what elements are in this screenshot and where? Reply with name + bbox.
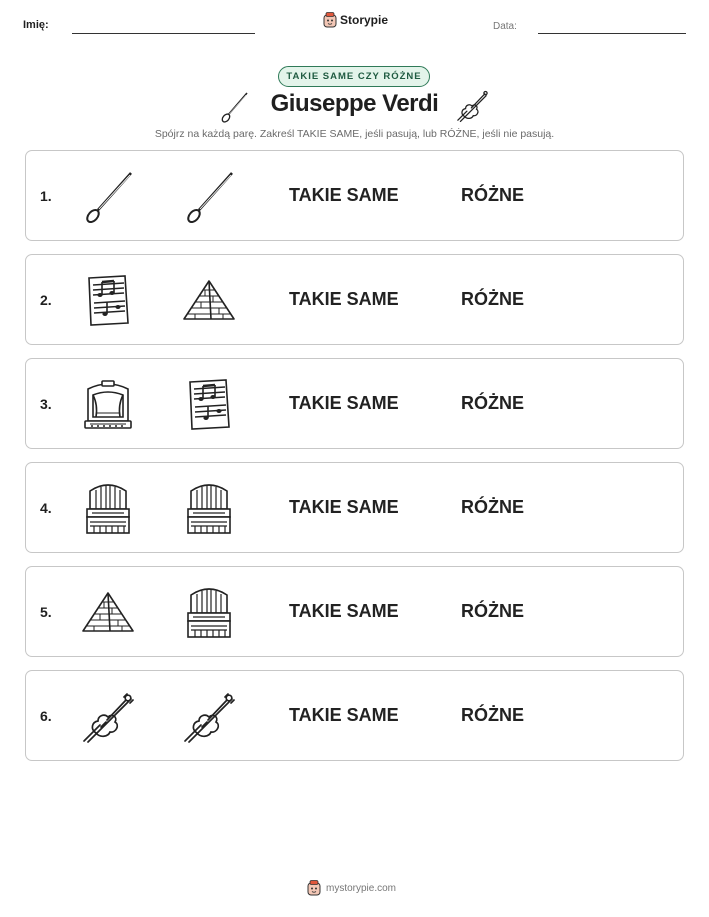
pipe-organ-icon [181,481,237,537]
question-row [25,358,684,449]
violin-icon [80,689,136,745]
violin-icon [454,88,490,124]
row-number: 1. [40,188,52,204]
brand-logo [323,12,388,28]
option-same[interactable]: TAKIE SAME [289,289,399,309]
row-number: 4. [40,500,52,516]
worksheet-type-badge: TAKIE SAME CZY RÓŻNE [278,66,430,87]
option-different[interactable]: RÓŻNE [461,705,524,725]
name-label: Imię: [23,19,49,31]
pyramid-icon [181,273,237,329]
brand-name: Storypie [340,13,389,27]
option-different[interactable]: RÓŻNE [461,497,524,517]
baton-icon [181,169,237,225]
question-row [25,566,684,657]
pipe-organ-icon [80,481,136,537]
sheet-music-icon [181,377,237,433]
option-same[interactable]: TAKIE SAME [289,601,399,621]
pyramid-icon [80,585,136,641]
violin-icon [181,689,237,745]
page-title: Giuseppe Verdi [270,90,439,117]
option-same[interactable]: TAKIE SAME [289,185,399,205]
baton-icon [80,169,136,225]
pipe-organ-icon [181,585,237,641]
worksheet-header [0,0,709,50]
storypie-mascot-icon [323,12,337,28]
option-different[interactable]: RÓŻNE [461,393,524,413]
question-row [25,670,684,761]
question-row [25,254,684,345]
sheet-music-icon [80,273,136,329]
row-number: 6. [40,708,52,724]
option-different[interactable]: RÓŻNE [461,601,524,621]
instructions-text: Spójrz na każdą parę. Zakreśl TAKIE SAME, jeśli pasują, lub RÓŻNE, jeśli nie pasują. [154,128,555,140]
option-different[interactable]: RÓŻNE [461,185,524,205]
option-different[interactable]: RÓŻNE [461,289,524,309]
theater-stage-icon [80,377,136,433]
row-number: 3. [40,396,52,412]
footer-site-link[interactable]: mystorypie.com [326,882,397,894]
row-number: 2. [40,292,52,308]
question-row [25,150,684,241]
option-same[interactable]: TAKIE SAME [289,393,399,413]
name-field-line[interactable] [72,33,255,34]
option-same[interactable]: TAKIE SAME [289,497,399,517]
option-same[interactable]: TAKIE SAME [289,705,399,725]
question-row [25,462,684,553]
title-row [0,88,709,128]
date-label: Data: [493,21,517,32]
storypie-mascot-icon [307,880,321,896]
date-field-line[interactable] [538,33,686,34]
row-number: 5. [40,604,52,620]
